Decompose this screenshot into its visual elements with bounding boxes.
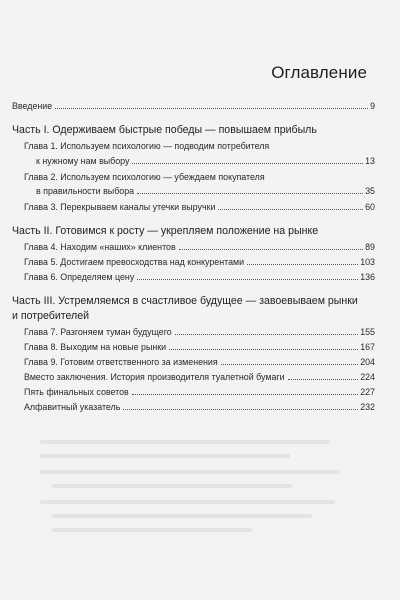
- part-2-title: Часть II. Готовимся к росту — укрепляем положение на рынке: [12, 225, 319, 237]
- toc-entry-label: Глава 8. Выходим на новые рынки: [24, 342, 167, 352]
- leader-dots: [137, 279, 358, 280]
- toc-entry-ch9: [24, 357, 375, 367]
- leader-dots: [132, 163, 363, 164]
- toc-page-number: 224: [360, 372, 375, 382]
- toc-entry-intro: [12, 101, 375, 111]
- toc-entry-label: Глава 4. Находим «наших» клиентов: [24, 242, 176, 252]
- toc-entry-conclusion: [24, 372, 375, 382]
- leader-dots: [169, 349, 358, 350]
- toc-entry-label: Глава 6. Определяем цену: [24, 272, 135, 282]
- leader-dots: [137, 193, 363, 194]
- toc-entry-label: Вместо заключения. История производителя туалетной бумаги: [24, 372, 285, 382]
- toc-title: Оглавление: [271, 63, 367, 82]
- toc-page-number: 13: [365, 156, 375, 166]
- toc-page-number: 232: [360, 402, 375, 412]
- toc-entry-label: Глава 5. Достигаем превосходства над конкурентами: [24, 257, 245, 267]
- leader-dots: [218, 209, 363, 210]
- toc-entry-label: Глава 3. Перекрываем каналы утечки выручки: [24, 202, 216, 212]
- toc-entry-ch1: [36, 156, 375, 166]
- toc-entry-label: Глава 9. Готовим ответственного за изменения: [24, 357, 218, 367]
- toc-page-number: 155: [360, 327, 375, 337]
- toc-entry-ch5: [24, 257, 375, 267]
- toc-entry-ch1-line1: Глава 1. Используем психологию — подводим потребителя: [24, 141, 270, 151]
- leader-dots: [123, 409, 358, 410]
- toc-page-number: 89: [365, 242, 375, 252]
- toc-page-number: 35: [365, 186, 375, 196]
- toc-entry-label: в правильности выбора: [36, 186, 135, 196]
- toc-page-number: 103: [360, 257, 375, 267]
- toc-entry-tips: [24, 387, 375, 397]
- part-3-title-line1: Часть III. Устремляемся в счастливое будущее — завоевываем рынки: [12, 295, 358, 307]
- toc-entry-ch6: [24, 272, 375, 282]
- toc-page-number: 204: [360, 357, 375, 367]
- part-3-title-line2: и потребителей: [12, 310, 90, 322]
- part-1-title: Часть I. Одерживаем быстрые победы — повышаем прибыль: [12, 124, 317, 136]
- leader-dots: [221, 364, 358, 365]
- toc-page-number: 60: [365, 202, 375, 212]
- toc-entry-label: Глава 7. Разгоняем туман будущего: [24, 327, 172, 337]
- leader-dots: [247, 264, 358, 265]
- toc-entry-ch8: [24, 342, 375, 352]
- leader-dots: [179, 249, 363, 250]
- toc-entry-ch3: [24, 202, 375, 212]
- toc-entry-label: Пять финальных советов: [24, 387, 129, 397]
- toc-page-number: 9: [370, 101, 375, 111]
- toc-entry-index: [24, 402, 375, 412]
- toc-page-number: 167: [360, 342, 375, 352]
- leader-dots: [175, 334, 358, 335]
- leader-dots: [55, 108, 368, 109]
- leader-dots: [288, 379, 359, 380]
- toc-entry-ch4: [24, 242, 375, 252]
- toc-page-number: 227: [360, 387, 375, 397]
- toc-entry-ch2-line1: Глава 2. Используем психологию — убеждаем покупателя: [24, 172, 265, 182]
- toc-entry-ch7: [24, 327, 375, 337]
- leader-dots: [132, 394, 358, 395]
- toc-entry-label: к нужному нам выбору: [36, 156, 130, 166]
- toc-entry-ch2: [36, 186, 375, 196]
- toc-page-number: 136: [360, 272, 375, 282]
- toc-entry-label: Алфавитный указатель: [24, 402, 121, 412]
- toc-entry-label: Введение: [12, 101, 53, 111]
